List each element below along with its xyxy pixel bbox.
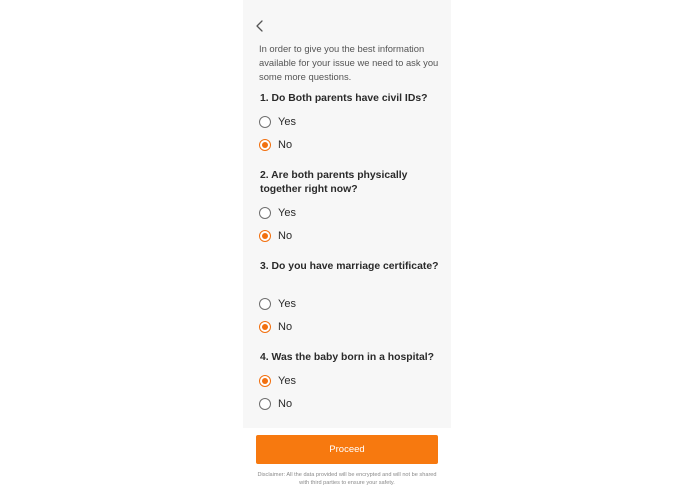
proceed-button[interactable]: Proceed (256, 435, 438, 464)
question-4-yes-radio[interactable] (259, 375, 271, 387)
option-label: Yes (278, 207, 296, 219)
question-2-no-radio[interactable] (259, 230, 271, 242)
question-2-yes-radio[interactable] (259, 207, 271, 219)
option-label: No (278, 321, 293, 333)
question-2-label: 2. Are both parents physically together right now? (260, 170, 408, 195)
question-2-option-no[interactable] (259, 228, 292, 244)
question-3-no-radio[interactable] (259, 321, 271, 333)
question-1-label: 1. Do Both parents have civil IDs? (260, 93, 428, 104)
intro-text: In order to give you the best information available for your issue we need to ask you some more questions. (259, 43, 439, 82)
question-4-option-no[interactable] (259, 396, 292, 412)
question-1-yes-radio[interactable] (259, 116, 271, 128)
option-label: No (278, 139, 293, 151)
question-3-option-yes[interactable] (259, 296, 296, 312)
back-button[interactable] (253, 17, 267, 35)
option-label: No (278, 230, 293, 242)
option-label: Yes (278, 375, 296, 387)
option-label: Yes (278, 116, 296, 128)
question-3-yes-radio[interactable] (259, 298, 271, 310)
question-2-option-yes[interactable] (259, 205, 296, 221)
question-3-option-no[interactable] (259, 319, 292, 335)
disclaimer-text: Disclaimer: All the data provided will be encrypted and will not be shared with third parties to ensure your safety. (257, 472, 437, 486)
chevron-left-icon (253, 17, 267, 35)
question-4-option-yes[interactable] (259, 373, 296, 389)
question-1-option-yes[interactable] (259, 114, 296, 130)
question-4-no-radio[interactable] (259, 398, 271, 410)
question-1-no-radio[interactable] (259, 139, 271, 151)
question-4-label: 4. Was the baby born in a hospital? (260, 352, 434, 363)
option-label: Yes (278, 298, 296, 310)
question-3-label: 3. Do you have marriage certificate? (260, 261, 439, 272)
question-1-option-no[interactable] (259, 137, 292, 153)
option-label: No (278, 398, 293, 410)
